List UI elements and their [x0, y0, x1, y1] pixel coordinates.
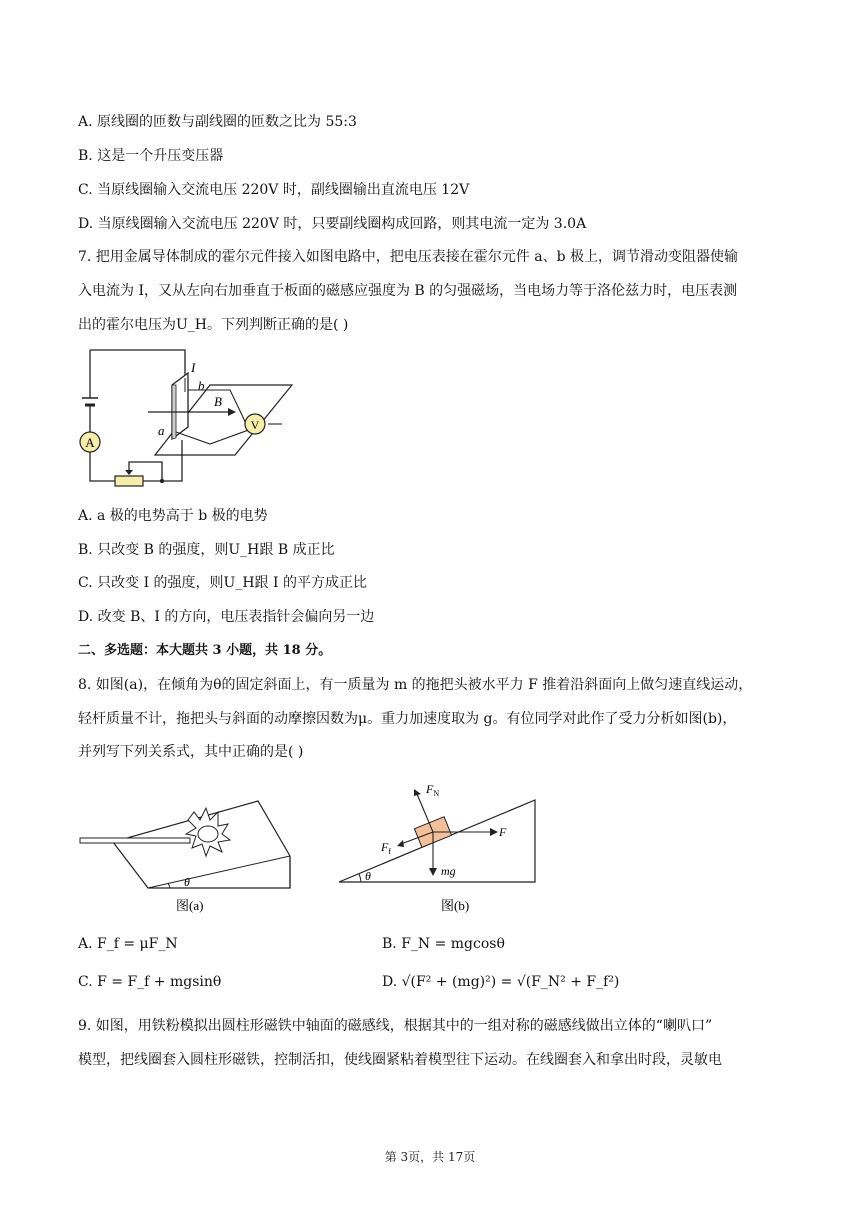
fig-b-theta: θ [365, 869, 371, 883]
q7-stem-line3: 出的霍尔电压为U_H。下列判断正确的是( ) [78, 317, 349, 333]
terminal-b-label: b [198, 378, 205, 393]
ammeter-label: A [85, 435, 95, 450]
fig-a-theta: θ [184, 875, 190, 889]
q7-option-b: B. 只改变 B 的强度，则U_H跟 B 成正比 [78, 542, 335, 558]
section-heading: 二、多选题：本大题共 3 小题，共 18 分。 [78, 643, 332, 658]
q7-stem-line1: 7. 把用金属导体制成的霍尔元件接入如图电路中，把电压表接在霍尔元件 a、b 极上，调节滑动变阻器使输 [78, 249, 739, 265]
q7-option-d: D. 改变 B、I 的方向，电压表指针会偏向另一边 [78, 609, 375, 625]
q6-option-b: B. 这是一个升压变压器 [78, 148, 224, 164]
q8-option-b: B. F_N = mgcosθ [382, 936, 505, 952]
field-b-label: B [214, 394, 222, 409]
fig-b-fn-label: $F_N$ [426, 782, 440, 798]
current-label: I [191, 360, 196, 375]
q6-option-a: A. 原线圈的匝数与副线圈的匝数之比为 55:3 [78, 114, 357, 130]
mop-incline-figure [78, 776, 293, 916]
fig-b-ff-label: $F_f$ [381, 840, 392, 856]
fig-b-mg-label: mg [441, 864, 456, 878]
q8-option-c: C. F = F_f + mgsinθ [78, 974, 222, 990]
fig-b-caption: 图(b) [441, 898, 470, 913]
voltmeter-label: V [250, 418, 260, 432]
q8-stem-line3: 并列写下列关系式，其中正确的是( ) [78, 744, 304, 760]
q7-option-c: C. 只改变 I 的强度，则U_H跟 I 的平方成正比 [78, 575, 367, 591]
fig-a-caption: 图(a) [176, 898, 204, 913]
q8-option-a: A. F_f = μF_N [78, 936, 178, 952]
q8-option-d: D. √(F² + (mg)²) = √(F_N² + F_f²) [382, 974, 620, 990]
q8-stem-line2: 轻杆质量不计，拖把头与斜面的动摩擦因数为μ。重力加速度取为 g。有位同学对此作了受力分析如图(b)， [78, 711, 737, 727]
force-diagram-figure [335, 776, 545, 916]
terminal-a-label: a [158, 423, 165, 438]
q6-option-d: D. 当原线圈输入交流电压 220V 时，只要副线圈构成回路，则其电流一定为 3.0A [78, 216, 587, 232]
q7-option-a: A. a 极的电势高于 b 极的电势 [78, 508, 268, 524]
hall-circuit-figure [70, 340, 310, 500]
q8-stem-line1: 8. 如图(a)，在倾角为θ的固定斜面上，有一质量为 m 的拖把头被水平力 F 推着沿斜面向上做匀速直线运动， [78, 677, 753, 693]
q9-stem-line1: 9. 如图，用铁粉模拟出圆柱形磁铁中轴面的磁感线，根据其中的一组对称的磁感线做出立体的“喇叭口” [78, 1018, 713, 1034]
q9-stem-line2: 模型，把线圈套入圆柱形磁铁，控制活扣，使线圈紧粘着模型往下运动。在线圈套入和拿出时段，灵敏电 [78, 1052, 722, 1068]
page-footer: 第 3页，共 17页 [384, 1150, 476, 1164]
q6-option-c: C. 当原线圈输入交流电压 220V 时，副线圈输出直流电压 12V [78, 182, 470, 198]
fig-b-f-label: F [499, 825, 507, 839]
q7-stem-line2: 入电流为 I，又从左向右加垂直于板面的磁感应强度为 B 的匀强磁场，当电场力等于洛伦兹力时，电压表测 [78, 283, 738, 299]
